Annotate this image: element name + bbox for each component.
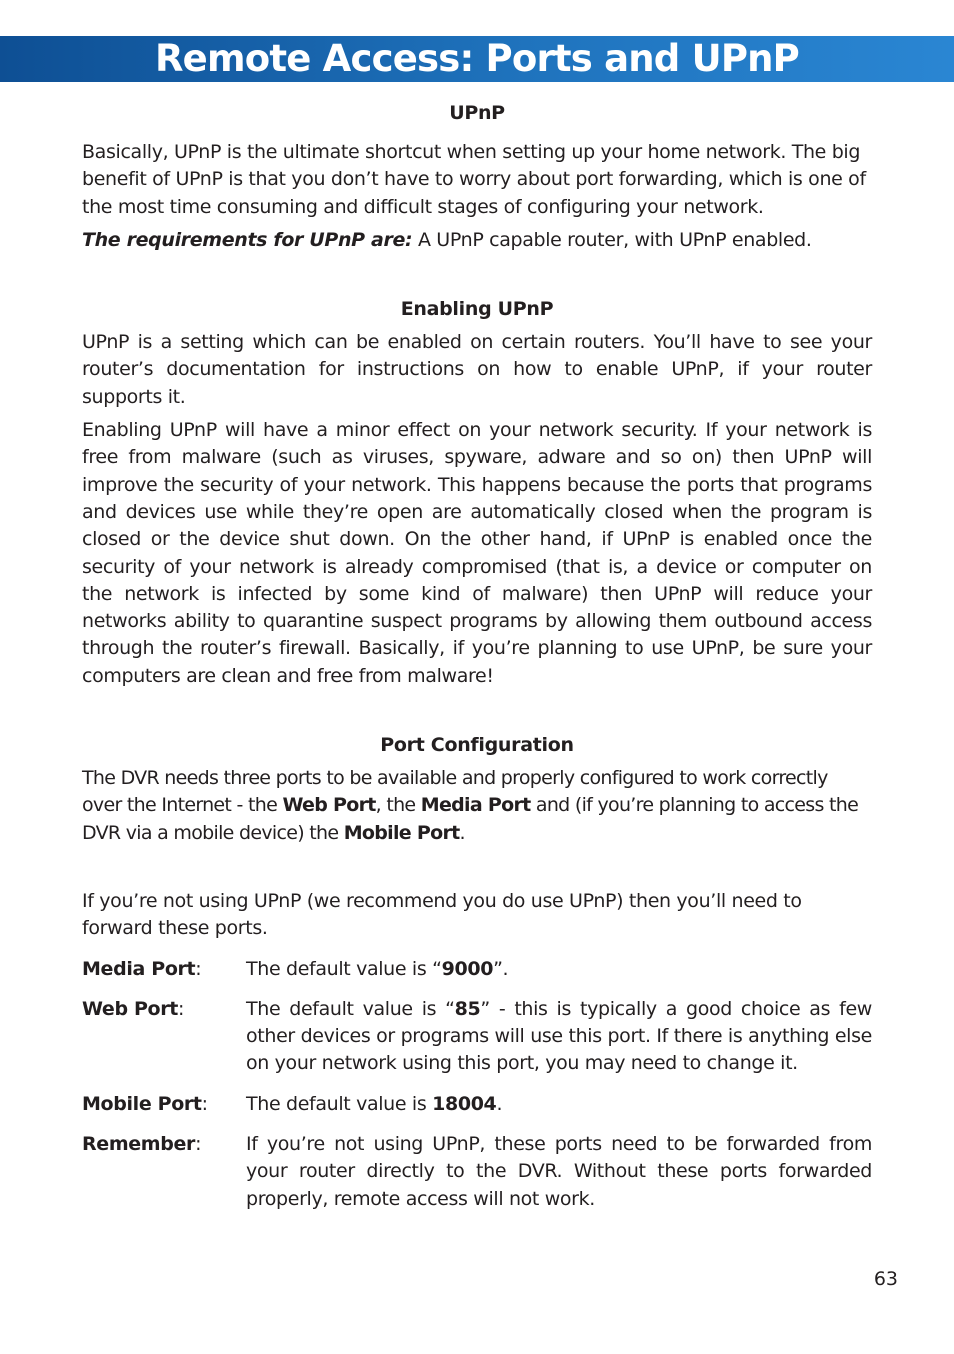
web-port-key: Web Port (82, 997, 179, 1020)
page-title: Remote Access: Ports and UPnP (154, 37, 799, 80)
table-row (82, 1118, 872, 1213)
intro-text-3: and (if you’re planning to access the DVR via a mobile device) the (82, 794, 859, 844)
enabling-paragraph-2: Enabling UPnP will have a minor effect on your network security. If your network is free from malware (such as viruses, spyware, adware and so on) then UPnP will improve the security of your network. This happens because the ports that programs and devices use while they’re open are automatically closed when the program is closed or the device shut down. On the other hand, if UPnP is enabled once the security of your network is already compromised (that is, a device or computer on the network is infected by some kind of malware) then UPnP will reduce your networks ability to quarantine suspect programs by allowing them outbound access through the router’s firewall. Basically, if you’re planning to use UPnP, be sure your computers are clean and free from malware! (82, 419, 872, 687)
table-row (82, 983, 872, 1078)
media-port-default: 9000 (441, 957, 494, 980)
intro-web-port: Web Port (282, 794, 376, 817)
intro-text-1: The DVR needs three ports to be available and properly configured to work correctly over the Internet - the (82, 767, 828, 817)
upnp-intro-paragraph: Basically, UPnP is the ultimate shortcut when setting up your home network. The big benefit of UPnP is that you don’t have to worry about port forwarding, which is one of the most time consuming and difficult stages of configuring your network. (82, 141, 866, 218)
requirements-text: A UPnP capable router, with UPnP enabled. (412, 228, 812, 251)
enabling-upnp-heading: Enabling UPnP (400, 298, 554, 321)
intro-mobile-port: Mobile Port (343, 821, 460, 844)
media-port-post: ”. (493, 957, 509, 980)
port-config-intro (82, 765, 872, 847)
remember-label: Remember: (82, 1133, 202, 1156)
mobile-port-pre: The default value is (246, 1092, 433, 1115)
mobile-port-post: . (496, 1092, 503, 1115)
upnp-heading: UPnP (449, 102, 505, 124)
upnp-requirements (82, 227, 872, 254)
remember-key: Remember (82, 1133, 196, 1156)
web-port-label: Web Port: (82, 997, 185, 1020)
media-port-key: Media Port (82, 957, 196, 980)
page-content (82, 100, 872, 1213)
mobile-port-key: Mobile Port (82, 1092, 202, 1115)
mobile-port-default: 18004 (432, 1092, 497, 1115)
mobile-port-label: Mobile Port: (82, 1092, 208, 1115)
table-row (82, 956, 872, 983)
intro-media-port: Media Port (420, 794, 531, 817)
enabling-paragraph-1: UPnP is a setting which can be enabled on certain routers. You’ll have to see your router’s documentation for instructions on how to enable UPnP, if your router supports it. (82, 331, 872, 408)
intro-text-4: . (459, 821, 465, 844)
web-port-post: ” - this is typically a good choice as few other devices or programs will use this port. If there is anything else on your network using this port, you may need to change it. (246, 997, 872, 1075)
intro-text-2: , the (375, 794, 421, 817)
media-port-pre: The default value is “ (246, 957, 442, 980)
table-row (82, 1078, 872, 1118)
forward-ports-paragraph: If you’re not using UPnP (we recommend you do use UPnP) then you’ll need to forward these ports. (82, 889, 802, 940)
media-port-value (246, 956, 872, 983)
web-port-value (246, 983, 872, 1078)
mobile-port-value (246, 1078, 872, 1118)
page-number: 63 (873, 1268, 898, 1290)
media-port-label: Media Port: (82, 957, 202, 980)
requirements-label: The requirements for UPnP are: (82, 228, 413, 251)
remember-text: If you’re not using UPnP, these ports need to be forwarded from your router directly to the DVR. Without these ports forwarded properly, remote access will not work. (246, 1133, 872, 1210)
title-banner (0, 36, 954, 82)
port-table (82, 956, 872, 1213)
web-port-pre: The default value is “ (246, 997, 455, 1020)
web-port-default: 85 (454, 997, 481, 1020)
port-configuration-heading: Port Configuration (380, 734, 574, 757)
